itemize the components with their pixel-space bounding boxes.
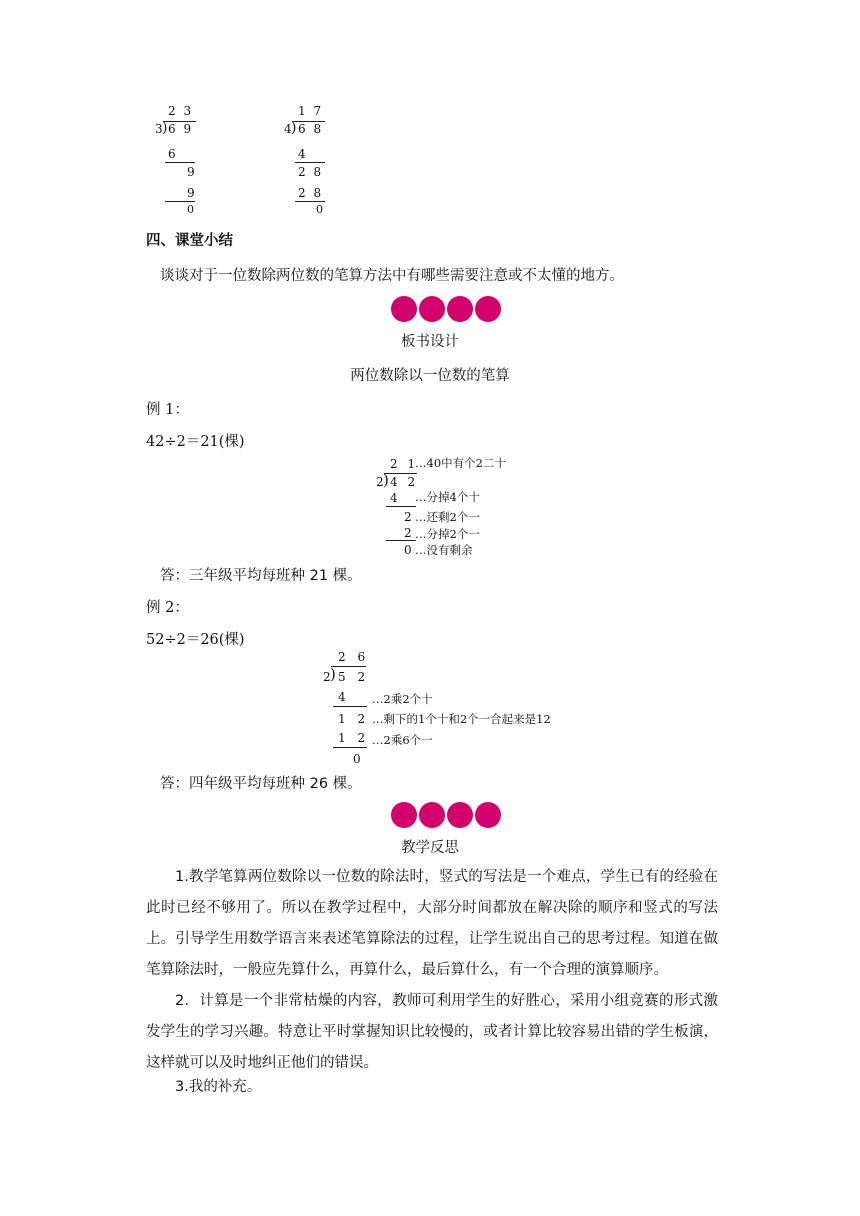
step-3: 2 (404, 526, 412, 540)
note-4: …分掉2个一 (415, 527, 480, 541)
step-1: 4 (298, 147, 306, 161)
dividend: 4 2 (390, 475, 419, 489)
example-2-equation: 52÷2＝26(棵) (146, 632, 245, 648)
board-heading: 板书设计 (401, 334, 459, 350)
quotient: 1 7 (298, 104, 324, 118)
division-bar (331, 666, 366, 667)
step-2: 2 (404, 510, 412, 524)
divisor: 2 (323, 670, 331, 684)
step-1: 4 (390, 491, 398, 505)
board-title: 两位数除以一位数的笔算 (350, 368, 510, 384)
note-2: …剩下的1个十和2个一合起来是12 (372, 712, 551, 726)
quotient: 2 1 (390, 457, 419, 471)
rule (165, 162, 195, 163)
note-2: …分掉4个十 (415, 490, 480, 504)
rule (386, 540, 416, 541)
step-4: 0 (353, 752, 361, 766)
divisor: 4 (284, 122, 292, 136)
decorative-dots (391, 296, 501, 322)
quotient: 2 6 (338, 650, 370, 664)
step-2: 1 2 (338, 712, 370, 726)
quotient: 2 3 (168, 104, 194, 118)
example-1-equation: 42÷2＝21(棵) (146, 434, 245, 450)
step-4: 0 (404, 543, 412, 557)
step-1: 6 (168, 147, 176, 161)
dividend: 6 9 (168, 122, 194, 136)
step-3: 1 2 (338, 731, 370, 745)
bracket: ) (162, 120, 168, 136)
section-title: 四、课堂小结 (146, 233, 233, 249)
rule (333, 747, 367, 748)
note-3: …还剩2个一 (415, 510, 480, 524)
rule (165, 201, 195, 202)
step-4: 0 (187, 203, 194, 216)
bracket: ) (383, 471, 389, 489)
example-2-answer: 答：四年级平均每班种 26 棵。 (160, 776, 362, 792)
bracket: ) (291, 120, 297, 136)
section-text: 谈谈对于一位数除两位数的笔算方法中有哪些需要注意或不太懂的地方。 (160, 268, 624, 284)
divisor: 3 (155, 122, 163, 136)
note-1: …40中有个2二十 (415, 456, 506, 470)
division-bar (384, 473, 417, 474)
reflection-heading: 教学反思 (401, 840, 459, 856)
rule (295, 201, 325, 202)
bracket: ) (330, 665, 336, 683)
note-5: …没有剩余 (415, 543, 473, 557)
step-3: 9 (187, 186, 195, 200)
dividend: 6 8 (298, 122, 324, 136)
step-4: 0 (316, 203, 323, 216)
step-1: 4 (338, 690, 346, 704)
example-2-label: 例 2： (146, 600, 189, 616)
note-1: …2乘2个十 (372, 692, 433, 706)
reflection-paragraph-1: 1.教学笔算两位数除以一位数的除法时，竖式的写法是一个难点，学生已有的经验在此时已经不够用了。所以在教学过程中，大部分时间都放在解决除的顺序和竖式的写法上。引导学生用数学语言来表述笔算除法的过程，让学生说出自己的思考过程。知道在做笔算除法时，一般应先算什么，再算什么，最后算什么，有一个合理的演算顺序。 (146, 869, 718, 978)
divisor: 2 (376, 475, 384, 489)
step-3: 2 8 (298, 186, 324, 200)
dividend: 5 2 (338, 670, 370, 684)
example-1-answer: 答：三年级平均每班种 21 棵。 (160, 568, 362, 584)
reflection-paragraph-3: 3.我的补充。 (175, 1079, 262, 1095)
rule (386, 506, 416, 507)
rule (333, 706, 367, 707)
rule (295, 162, 325, 163)
example-1-label: 例 1： (146, 402, 189, 418)
note-3: …2乘6个一 (372, 733, 433, 747)
step-2: 9 (187, 165, 195, 179)
decorative-dots (391, 802, 501, 828)
reflection-paragraph-2: 2．计算是一个非常枯燥的内容，教师可利用学生的好胜心，采用小组竞赛的形式激发学生的学习兴趣。特意让平时掌握知识比较慢的，或者计算比较容易出错的学生板演，这样就可以及时地纠正他们的错误。 (146, 993, 718, 1071)
step-2: 2 8 (298, 165, 324, 179)
